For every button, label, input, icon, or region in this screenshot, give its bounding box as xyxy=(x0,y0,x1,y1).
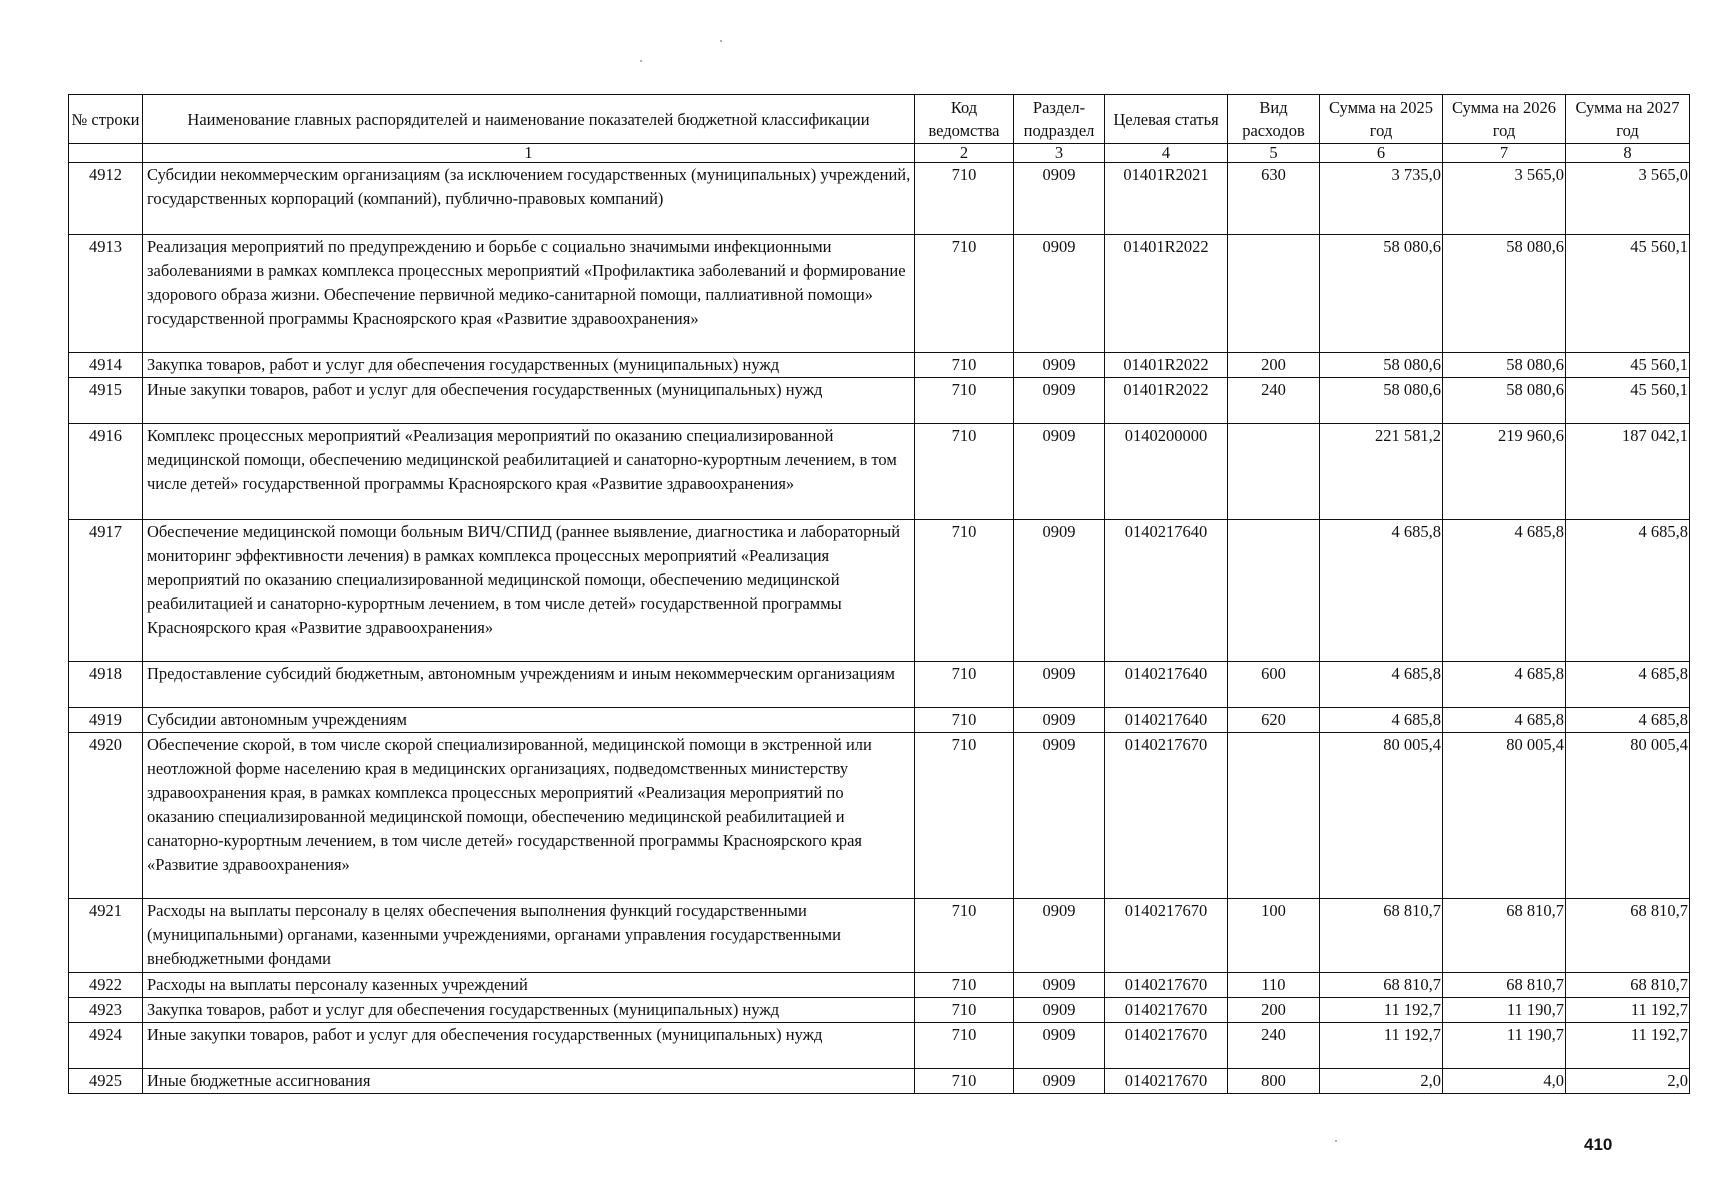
row-sum-2027: 80 005,4 xyxy=(1566,733,1690,899)
row-sum-2026: 219 960,6 xyxy=(1443,424,1566,520)
row-sum-2027: 4 685,8 xyxy=(1566,520,1690,662)
table-row xyxy=(69,899,1690,973)
row-expense-type: 240 xyxy=(1228,1023,1320,1069)
header-section: Раздел-подраздел xyxy=(1014,95,1105,144)
row-sum-2025: 3 735,0 xyxy=(1320,163,1443,235)
row-sum-2026: 3 565,0 xyxy=(1443,163,1566,235)
row-dept-code: 710 xyxy=(915,708,1014,733)
row-name: Иные закупки товаров, работ и услуг для обеспечения государственных (муниципальных) нужд xyxy=(143,378,915,424)
row-dept-code: 710 xyxy=(915,520,1014,662)
row-sum-2025: 11 192,7 xyxy=(1320,998,1443,1023)
row-dept-code: 710 xyxy=(915,1069,1014,1094)
row-name: Реализация мероприятий по предупреждению и борьбе с социально значимыми инфекционными заболеваниями в рамках комплекса процессных мероприятий «Профилактика заболеваний и формирование здорового образа жизни. Обеспечение первичной медико-санитарной помощи, паллиативной помощи» государственной программы Красноярского края «Развитие здравоохранения» xyxy=(143,235,915,353)
row-section: 0909 xyxy=(1014,235,1105,353)
row-target: 0140217670 xyxy=(1105,973,1228,998)
row-number: 4921 xyxy=(69,899,143,973)
table-row xyxy=(69,973,1690,998)
row-number: 4917 xyxy=(69,520,143,662)
table-row xyxy=(69,662,1690,708)
row-target: 0140217640 xyxy=(1105,662,1228,708)
row-target: 0140217670 xyxy=(1105,733,1228,899)
table-row xyxy=(69,520,1690,662)
row-sum-2025: 2,0 xyxy=(1320,1069,1443,1094)
column-number: 4 xyxy=(1105,144,1228,163)
page-number: 410 xyxy=(1584,1135,1613,1154)
table-body xyxy=(69,163,1690,1094)
row-name: Расходы на выплаты персоналу в целях обеспечения выполнения функций государственными (муниципальными) органами, казенными учреждениями, органами управления государственными внебюджетными фондами xyxy=(143,899,915,973)
row-name: Расходы на выплаты персоналу казенных учреждений xyxy=(143,973,915,998)
row-number: 4923 xyxy=(69,998,143,1023)
row-sum-2026: 4,0 xyxy=(1443,1069,1566,1094)
row-target: 0140200000 xyxy=(1105,424,1228,520)
row-target: 01401R2022 xyxy=(1105,378,1228,424)
row-dept-code: 710 xyxy=(915,378,1014,424)
header-dept-code: Код ведомства xyxy=(915,95,1014,144)
row-sum-2025: 11 192,7 xyxy=(1320,1023,1443,1069)
table-row xyxy=(69,733,1690,899)
row-name: Комплекс процессных мероприятий «Реализация мероприятий по оказанию специализированной медицинской помощи, обеспечению медицинской реабилитацией и санаторно-курортным лечением, в том числе детей» государственной программы Красноярского края «Развитие здравоохранения» xyxy=(143,424,915,520)
row-sum-2025: 4 685,8 xyxy=(1320,520,1443,662)
row-number: 4919 xyxy=(69,708,143,733)
row-number: 4924 xyxy=(69,1023,143,1069)
row-section: 0909 xyxy=(1014,662,1105,708)
row-number: 4912 xyxy=(69,163,143,235)
row-number: 4922 xyxy=(69,973,143,998)
row-sum-2025: 58 080,6 xyxy=(1320,353,1443,378)
column-number: 1 xyxy=(143,144,915,163)
row-sum-2026: 68 810,7 xyxy=(1443,973,1566,998)
header-name: Наименование главных распорядителей и наименование показателей бюджетной классификации xyxy=(143,95,915,144)
table-row xyxy=(69,353,1690,378)
row-section: 0909 xyxy=(1014,378,1105,424)
row-section: 0909 xyxy=(1014,353,1105,378)
column-number: 3 xyxy=(1014,144,1105,163)
table-row xyxy=(69,163,1690,235)
row-section: 0909 xyxy=(1014,163,1105,235)
row-dept-code: 710 xyxy=(915,973,1014,998)
row-dept-code: 710 xyxy=(915,1023,1014,1069)
row-sum-2027: 4 685,8 xyxy=(1566,662,1690,708)
row-sum-2027: 4 685,8 xyxy=(1566,708,1690,733)
table-row xyxy=(69,235,1690,353)
table-row xyxy=(69,708,1690,733)
row-number: 4918 xyxy=(69,662,143,708)
table-row xyxy=(69,1023,1690,1069)
row-target: 0140217670 xyxy=(1105,1023,1228,1069)
row-dept-code: 710 xyxy=(915,163,1014,235)
row-expense-type xyxy=(1228,424,1320,520)
row-sum-2027: 68 810,7 xyxy=(1566,973,1690,998)
column-number: 5 xyxy=(1228,144,1320,163)
column-number-blank xyxy=(69,144,143,163)
row-name: Субсидии некоммерческим организациям (за исключением государственных (муниципальных) учреждений, государственных корпораций (компаний), публично-правовых компаний) xyxy=(143,163,915,235)
row-number: 4925 xyxy=(69,1069,143,1094)
row-sum-2027: 11 192,7 xyxy=(1566,1023,1690,1069)
row-dept-code: 710 xyxy=(915,733,1014,899)
row-section: 0909 xyxy=(1014,1023,1105,1069)
row-target: 01401R2022 xyxy=(1105,353,1228,378)
row-expense-type: 110 xyxy=(1228,973,1320,998)
row-dept-code: 710 xyxy=(915,899,1014,973)
row-sum-2026: 68 810,7 xyxy=(1443,899,1566,973)
row-expense-type: 800 xyxy=(1228,1069,1320,1094)
scan-speck xyxy=(720,40,722,42)
header-row-no: № строки xyxy=(69,95,143,144)
row-number: 4914 xyxy=(69,353,143,378)
row-number: 4920 xyxy=(69,733,143,899)
row-sum-2026: 11 190,7 xyxy=(1443,998,1566,1023)
table-header xyxy=(69,95,1690,163)
row-expense-type: 200 xyxy=(1228,998,1320,1023)
row-name: Иные закупки товаров, работ и услуг для обеспечения государственных (муниципальных) нужд xyxy=(143,1023,915,1069)
row-sum-2026: 4 685,8 xyxy=(1443,708,1566,733)
header-target: Целевая статья xyxy=(1105,95,1228,144)
row-sum-2025: 80 005,4 xyxy=(1320,733,1443,899)
row-section: 0909 xyxy=(1014,1069,1105,1094)
row-sum-2026: 80 005,4 xyxy=(1443,733,1566,899)
row-sum-2027: 187 042,1 xyxy=(1566,424,1690,520)
column-number: 7 xyxy=(1443,144,1566,163)
row-expense-type xyxy=(1228,520,1320,662)
header-sum-2027: Сумма на 2027 год xyxy=(1566,95,1690,144)
header-sum-2025: Сумма на 2025 год xyxy=(1320,95,1443,144)
row-sum-2027: 11 192,7 xyxy=(1566,998,1690,1023)
row-sum-2026: 4 685,8 xyxy=(1443,520,1566,662)
table-row xyxy=(69,998,1690,1023)
table-row xyxy=(69,424,1690,520)
header-sum-2026: Сумма на 2026 год xyxy=(1443,95,1566,144)
table-row xyxy=(69,378,1690,424)
row-expense-type xyxy=(1228,235,1320,353)
column-number: 2 xyxy=(915,144,1014,163)
header-expense-type: Вид расходов xyxy=(1228,95,1320,144)
row-sum-2026: 4 685,8 xyxy=(1443,662,1566,708)
row-sum-2027: 45 560,1 xyxy=(1566,353,1690,378)
row-sum-2025: 4 685,8 xyxy=(1320,662,1443,708)
row-target: 01401R2022 xyxy=(1105,235,1228,353)
row-target: 0140217640 xyxy=(1105,708,1228,733)
table-row xyxy=(69,1069,1690,1094)
row-sum-2026: 58 080,6 xyxy=(1443,353,1566,378)
row-target: 0140217670 xyxy=(1105,998,1228,1023)
row-sum-2025: 58 080,6 xyxy=(1320,378,1443,424)
row-target: 0140217640 xyxy=(1105,520,1228,662)
row-sum-2027: 2,0 xyxy=(1566,1069,1690,1094)
row-expense-type xyxy=(1228,733,1320,899)
row-number: 4913 xyxy=(69,235,143,353)
row-sum-2025: 68 810,7 xyxy=(1320,973,1443,998)
row-number: 4915 xyxy=(69,378,143,424)
row-expense-type: 100 xyxy=(1228,899,1320,973)
row-section: 0909 xyxy=(1014,708,1105,733)
row-section: 0909 xyxy=(1014,899,1105,973)
budget-table-sheet xyxy=(68,94,1689,1094)
row-dept-code: 710 xyxy=(915,235,1014,353)
column-number: 6 xyxy=(1320,144,1443,163)
row-expense-type: 620 xyxy=(1228,708,1320,733)
row-number: 4916 xyxy=(69,424,143,520)
row-sum-2027: 3 565,0 xyxy=(1566,163,1690,235)
row-section: 0909 xyxy=(1014,998,1105,1023)
row-section: 0909 xyxy=(1014,520,1105,662)
row-name: Субсидии автономным учреждениям xyxy=(143,708,915,733)
row-sum-2026: 11 190,7 xyxy=(1443,1023,1566,1069)
row-sum-2025: 68 810,7 xyxy=(1320,899,1443,973)
row-target: 0140217670 xyxy=(1105,899,1228,973)
row-dept-code: 710 xyxy=(915,998,1014,1023)
row-section: 0909 xyxy=(1014,973,1105,998)
row-name: Обеспечение скорой, в том числе скорой специализированной, медицинской помощи в экстренной или неотложной форме населению края в медицинских организациях, подведомственных министерству здравоохранения края, в рамках комплекса процессных мероприятий «Реализация мероприятий по оказанию специализированной медицинской помощи, обеспечению медицинской реабилитацией и санаторно-курортным лечением, в том числе детей» государственной программы Красноярского края «Развитие здравоохранения» xyxy=(143,733,915,899)
row-sum-2025: 58 080,6 xyxy=(1320,235,1443,353)
row-expense-type: 240 xyxy=(1228,378,1320,424)
row-sum-2027: 68 810,7 xyxy=(1566,899,1690,973)
column-number: 8 xyxy=(1566,144,1690,163)
row-name: Предоставление субсидий бюджетным, автономным учреждениям и иным некоммерческим организациям xyxy=(143,662,915,708)
row-sum-2027: 45 560,1 xyxy=(1566,235,1690,353)
row-sum-2025: 4 685,8 xyxy=(1320,708,1443,733)
row-target: 0140217670 xyxy=(1105,1069,1228,1094)
row-expense-type: 200 xyxy=(1228,353,1320,378)
row-target: 01401R2021 xyxy=(1105,163,1228,235)
row-section: 0909 xyxy=(1014,424,1105,520)
header-row xyxy=(69,95,1690,144)
row-name: Иные бюджетные ассигнования xyxy=(143,1069,915,1094)
row-sum-2025: 221 581,2 xyxy=(1320,424,1443,520)
row-sum-2027: 45 560,1 xyxy=(1566,378,1690,424)
scan-speck xyxy=(1335,1140,1337,1142)
budget-table xyxy=(68,94,1690,1094)
row-dept-code: 710 xyxy=(915,353,1014,378)
row-name: Закупка товаров, работ и услуг для обеспечения государственных (муниципальных) нужд xyxy=(143,998,915,1023)
row-dept-code: 710 xyxy=(915,662,1014,708)
row-sum-2026: 58 080,6 xyxy=(1443,378,1566,424)
column-number-row xyxy=(69,144,1690,163)
scan-speck xyxy=(640,60,642,62)
row-name: Обеспечение медицинской помощи больным ВИЧ/СПИД (раннее выявление, диагностика и лабораторный мониторинг эффективности лечения) в рамках комплекса процессных мероприятий «Реализация мероприятий по оказанию специализированной медицинской помощи, обеспечению медицинской реабилитацией и санаторно-курортным лечением, в том числе детей» государственной программы Красноярского края «Развитие здравоохранения» xyxy=(143,520,915,662)
row-name: Закупка товаров, работ и услуг для обеспечения государственных (муниципальных) нужд xyxy=(143,353,915,378)
row-dept-code: 710 xyxy=(915,424,1014,520)
row-expense-type: 600 xyxy=(1228,662,1320,708)
row-expense-type: 630 xyxy=(1228,163,1320,235)
row-sum-2026: 58 080,6 xyxy=(1443,235,1566,353)
row-section: 0909 xyxy=(1014,733,1105,899)
